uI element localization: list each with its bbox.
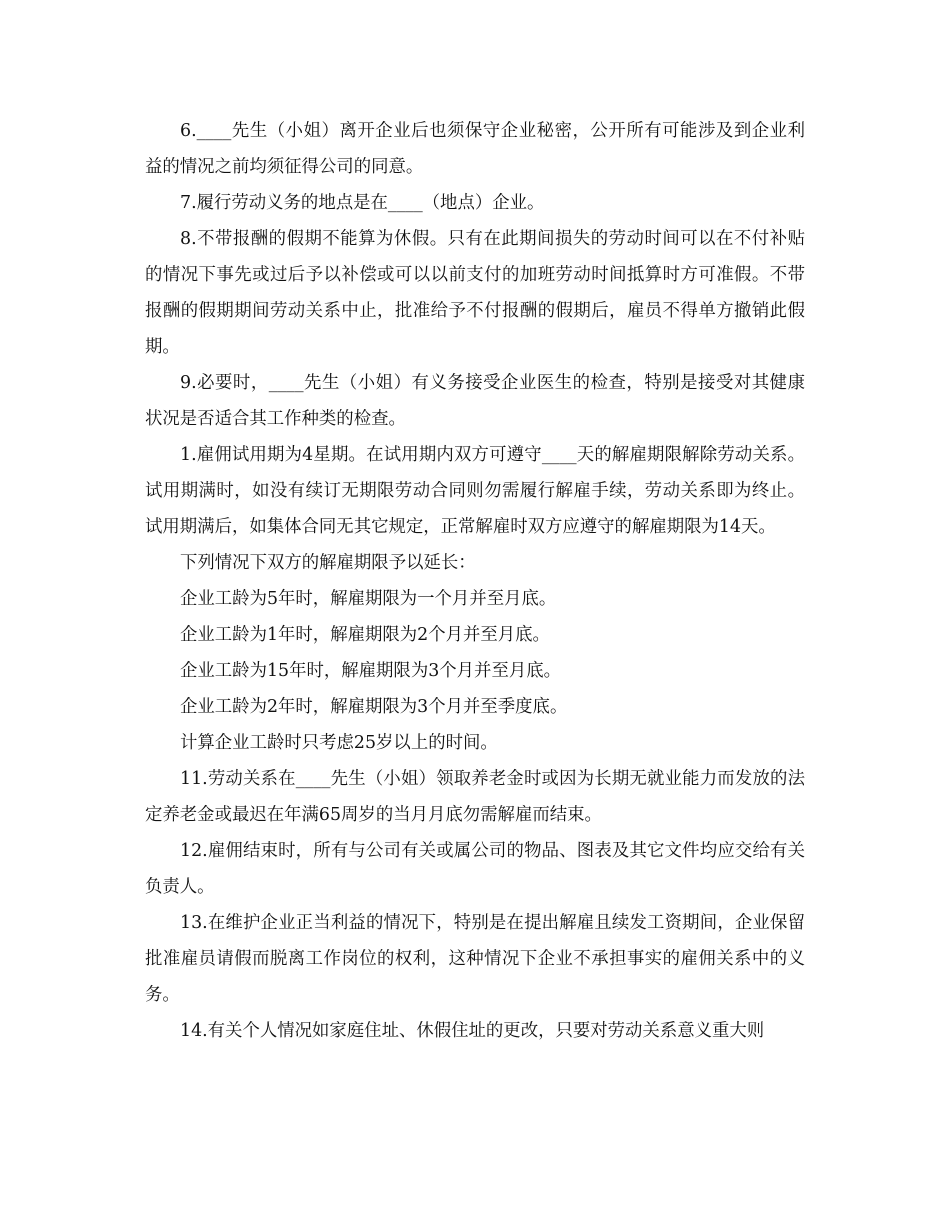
paragraph-extension-intro: 下列情况下双方的解雇期限予以延长：	[180, 553, 476, 573]
document-page	[145, 113, 805, 1049]
paragraph-tenure-2-years: 企业工龄为2年时，解雇期限为3个月并至季度底。	[180, 697, 568, 717]
paragraph-clause-6: 6.____先生（小姐）离开企业后也须保守企业秘密，公开所有可能涉及到企业利益的情况之前均须征得公司的同意。	[145, 121, 805, 177]
paragraph-clause-8: 8.不带报酬的假期不能算为休假。只有在此期间损失的劳动时间可以在不付补贴的情况下事先或过后予以补偿或可以以前支付的加班劳动时间抵算时方可准假。不带报酬的假期期间劳动关系中止，批准给予不付报酬的假期后，雇员不得单方撤销此假期。	[145, 229, 805, 357]
paragraph-clause-9: 9.必要时，____先生（小姐）有义务接受企业医生的检查，特别是接受对其健康状况是否适合其工作种类的检查。	[145, 373, 805, 429]
paragraph-tenure-5-years: 企业工龄为5年时，解雇期限为一个月并至月底。	[180, 589, 557, 609]
paragraph-tenure-15-years: 企业工龄为15年时，解雇期限为3个月并至月底。	[180, 661, 562, 681]
paragraph-clause-7: 7.履行劳动义务的地点是在____（地点）企业。	[180, 193, 545, 213]
paragraph-tenure-1-year: 企业工龄为1年时，解雇期限为2个月并至月底。	[180, 625, 550, 645]
paragraph-clause-12: 12.雇佣结束时，所有与公司有关或属公司的物品、图表及其它文件均应交给有关负责人。	[145, 841, 805, 897]
paragraph-clause-14: 14.有关个人情况如家庭住址、休假住址的更改，只要对劳动关系意义重大则	[180, 1021, 765, 1041]
paragraph-clause-11: 11.劳动关系在____先生（小姐）领取养老金时或因为长期无就业能力而发放的法定养老金或最迟在年满65周岁的当月月底勿需解雇而结束。	[145, 769, 805, 825]
paragraph-clause-1-probation: 1.雇佣试用期为4星期。在试用期内双方可遵守____天的解雇期限解除劳动关系。试用期满时，如没有续订无期限劳动合同则勿需履行解雇手续，劳动关系即为终止。试用期满后，如集体合同无其它规定，正常解雇时双方应遵守的解雇期限为14天。	[145, 445, 805, 537]
paragraph-clause-13: 13.在维护企业正当利益的情况下，特别是在提出解雇且续发工资期间，企业保留批准雇员请假而脱离工作岗位的权利，这种情况下企业不承担事实的雇佣关系中的义务。	[145, 913, 805, 1005]
paragraph-tenure-calculation: 计算企业工龄时只考虑25岁以上的时间。	[180, 733, 498, 753]
